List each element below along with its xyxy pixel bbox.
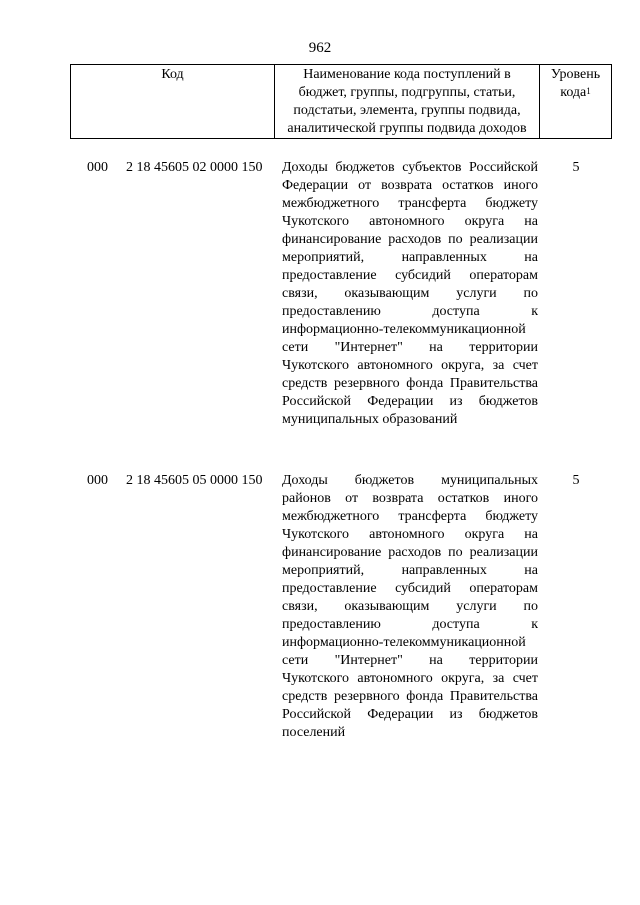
income-code: 2 18 45605 02 0000 150 [126,160,263,175]
income-code: 2 18 45605 05 0000 150 [126,473,263,488]
table-header [70,64,612,139]
code-level: 5 [572,473,580,488]
code-level: 5 [572,160,580,175]
income-name: Доходы бюджетов муниципальных районов от возврата остатков иного межбюджетного трансферта бюджету Чукотского автономного округа на финансирование расходов по реализации мероприятий, направленных на предоставление субсидий операторам связи, оказывающим услуги по предоставлению доступа к информационно-телекоммуникационной сети "Интернет" на территории Чукотского автономного округа, за счет средств резервного фонда Правительства Российской Федерации из бюджетов поселений [282,473,538,740]
header-code: Код [71,65,275,139]
page-number: 962 [308,40,332,56]
header-level [540,65,612,139]
header-level-label: Уровень кода [550,67,601,100]
footnote-mark: 1 [586,86,591,96]
income-name: Доходы бюджетов субъектов Российской Федерации от возврата остатков иного межбюджетного трансферта бюджету Чукотского автономного округа на финансирование расходов по реализации мероприятий, направленных на предоставление субсидий операторам связи, оказывающим услуги по предоставлению доступа к информационно-телекоммуникационной сети "Интернет" на территории Чукотского автономного округа, за счет средств резервного фонда Правительства Российской Федерации из бюджетов муниципальных образований [282,160,538,427]
admin-code: 000 [87,473,108,488]
header-name: Наименование кода поступлений в бюджет, группы, подгруппы, статьи, подстатьи, элемента, группы подвида, аналитической группы подвида доходов [275,65,540,139]
admin-code: 000 [87,160,108,175]
